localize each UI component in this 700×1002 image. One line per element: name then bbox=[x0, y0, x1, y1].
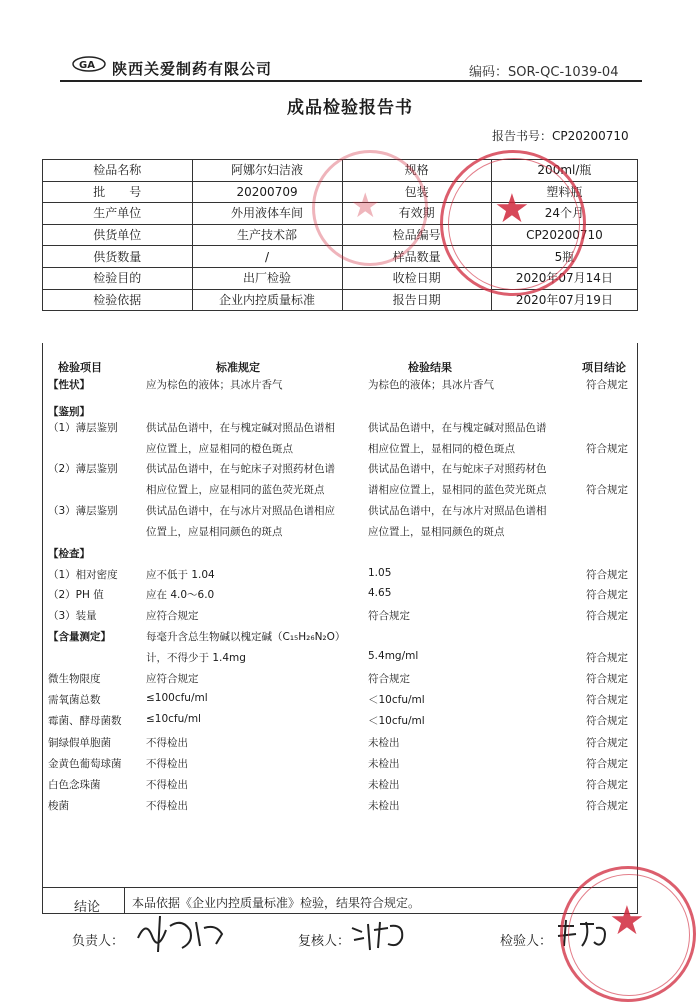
conclusion-cell: 符合规定 bbox=[586, 379, 628, 391]
conclusion-text: 本品依据《企业内控质量标准》检验，结果符合规定。 bbox=[132, 896, 421, 910]
col-header-conclusion: 项目结论 bbox=[582, 361, 626, 374]
result-text: 符合规定 bbox=[368, 610, 410, 622]
col-header-standard: 标准规定 bbox=[216, 361, 260, 374]
standard-text: 供试品色谱中，在与槐定碱对照品色谱相 bbox=[146, 422, 335, 434]
test-item: 白色念珠菌 bbox=[48, 779, 101, 791]
standard-text: 应为棕色的液体；具冰片香气 bbox=[146, 379, 283, 391]
responsible-signature bbox=[130, 908, 230, 958]
result-text: 供试品色谱中，在与槐定碱对照品色谱 bbox=[368, 422, 547, 434]
conclusion-cell: 符合规定 bbox=[586, 589, 628, 601]
conclusion-cell: 符合规定 bbox=[586, 694, 628, 706]
info-value: / bbox=[192, 246, 342, 268]
info-label: 批 号 bbox=[43, 181, 193, 203]
result-text: 应位置上，显相同颜色的斑点 bbox=[368, 526, 505, 538]
test-item: （3）薄层鉴别 bbox=[48, 505, 118, 517]
standard-text: 应在 4.0～6.0 bbox=[146, 589, 215, 601]
reviewer-label: 复核人： bbox=[298, 934, 351, 949]
info-value: 2020年07月19日 bbox=[491, 289, 637, 311]
standard-text: 相应位置上，应显相同的蓝色荧光斑点 bbox=[146, 484, 325, 496]
stamp-star-icon: ★ bbox=[609, 898, 645, 944]
standard-text: ≤100cfu/ml bbox=[146, 692, 208, 704]
conclusion-cell: 符合规定 bbox=[586, 715, 628, 727]
conclusion-label: 结论 bbox=[74, 900, 101, 915]
responsible-label: 负责人： bbox=[72, 934, 125, 949]
conclusion-column-divider bbox=[124, 887, 125, 913]
result-text: 符合规定 bbox=[368, 673, 410, 685]
result-row bbox=[42, 461, 638, 481]
header-rule bbox=[60, 80, 642, 82]
info-label: 收检日期 bbox=[342, 267, 491, 289]
info-row bbox=[43, 289, 638, 311]
info-value: 生产技术部 bbox=[192, 224, 342, 246]
test-item: 【检查】 bbox=[48, 548, 90, 560]
test-item: 梭菌 bbox=[48, 800, 69, 812]
info-value: 出厂检验 bbox=[192, 267, 342, 289]
test-item: 金黄色葡萄球菌 bbox=[48, 758, 122, 770]
svg-text:GA: GA bbox=[79, 60, 95, 71]
info-value: 塑料瓶 bbox=[491, 181, 637, 203]
test-item: （2）PH 值 bbox=[48, 589, 104, 601]
report-title: 成品检验报告书 bbox=[287, 98, 413, 118]
conclusion-cell: 符合规定 bbox=[586, 673, 628, 685]
result-text: 5.4mg/ml bbox=[368, 650, 419, 662]
company-logo bbox=[72, 56, 106, 72]
standard-text: 应不低于 1.04 bbox=[146, 569, 215, 581]
result-text: 为棕色的液体；具冰片香气 bbox=[368, 379, 494, 391]
standard-text: 不得检出 bbox=[146, 737, 188, 749]
info-label: 包装 bbox=[342, 181, 491, 203]
test-item: （2）薄层鉴别 bbox=[48, 463, 118, 475]
result-text: 未检出 bbox=[368, 758, 400, 770]
info-value: 阿娜尔妇洁液 bbox=[192, 160, 342, 182]
result-row bbox=[42, 546, 638, 566]
result-row bbox=[42, 524, 638, 544]
info-label: 规格 bbox=[342, 160, 491, 182]
result-row bbox=[42, 567, 638, 587]
conclusion-cell: 符合规定 bbox=[586, 569, 628, 581]
test-item: （1）相对密度 bbox=[48, 569, 118, 581]
test-item: 需氧菌总数 bbox=[48, 694, 101, 706]
info-value: 2020年07月14日 bbox=[491, 267, 637, 289]
col-header-result: 检验结果 bbox=[408, 361, 452, 374]
info-value: 200ml/瓶 bbox=[491, 160, 637, 182]
standard-text: 供试品色谱中，在与冰片对照品色谱相应 bbox=[146, 505, 335, 517]
result-row bbox=[42, 713, 638, 733]
inspector-label: 检验人： bbox=[500, 934, 553, 949]
result-text: 未检出 bbox=[368, 779, 400, 791]
info-label: 检品编号 bbox=[342, 224, 491, 246]
result-row bbox=[42, 377, 638, 397]
result-text: 未检出 bbox=[368, 737, 400, 749]
standard-text: 应符合规定 bbox=[146, 673, 199, 685]
result-row bbox=[42, 503, 638, 523]
test-item: 【性状】 bbox=[48, 379, 90, 391]
test-item: （1）薄层鉴别 bbox=[48, 422, 118, 434]
info-value: 企业内控质量标准 bbox=[192, 289, 342, 311]
info-value: 5瓶 bbox=[491, 246, 637, 268]
result-row bbox=[42, 692, 638, 712]
result-text: 供试品色谱中，在与冰片对照品色谱相 bbox=[368, 505, 547, 517]
test-item: 【鉴别】 bbox=[48, 406, 90, 418]
test-item: 铜绿假单胞菌 bbox=[48, 737, 111, 749]
conclusion-cell: 符合规定 bbox=[586, 758, 628, 770]
conclusion-cell: 符合规定 bbox=[586, 443, 628, 455]
conclusion-divider bbox=[42, 887, 638, 888]
stamp-star-icon: ★ bbox=[494, 186, 530, 232]
info-label: 检验目的 bbox=[43, 267, 193, 289]
test-item: 霉菌、酵母菌数 bbox=[48, 715, 122, 727]
info-label: 样品数量 bbox=[342, 246, 491, 268]
standard-text: 计，不得少于 1.4mg bbox=[146, 652, 246, 664]
info-label: 检品名称 bbox=[43, 160, 193, 182]
result-row bbox=[42, 608, 638, 628]
conclusion-cell: 符合规定 bbox=[586, 737, 628, 749]
standard-text: 不得检出 bbox=[146, 800, 188, 812]
result-row bbox=[42, 735, 638, 755]
result-row bbox=[42, 756, 638, 776]
result-text: 4.65 bbox=[368, 587, 392, 599]
col-header-item: 检验项目 bbox=[58, 361, 102, 374]
stamp-star-icon: ★ bbox=[350, 186, 381, 226]
reviewer-signature bbox=[348, 918, 410, 954]
result-row bbox=[42, 629, 638, 649]
info-value: 外用液体车间 bbox=[192, 203, 342, 225]
result-row bbox=[42, 482, 638, 502]
standard-text: ≤10cfu/ml bbox=[146, 713, 201, 725]
standard-text: 每毫升含总生物碱以槐定碱（C₁₅H₂₆N₂O） bbox=[146, 631, 346, 643]
test-item: 微生物限度 bbox=[48, 673, 101, 685]
standard-text: 供试品色谱中，在与蛇床子对照药材色谱 bbox=[146, 463, 335, 475]
report-number: 报告书号：CP20200710 bbox=[492, 129, 629, 143]
result-text: 未检出 bbox=[368, 800, 400, 812]
result-row bbox=[42, 587, 638, 607]
conclusion-cell: 符合规定 bbox=[586, 652, 628, 664]
standard-text: 应符合规定 bbox=[146, 610, 199, 622]
test-item: 【含量测定】 bbox=[48, 631, 111, 643]
conclusion-cell: 符合规定 bbox=[586, 779, 628, 791]
result-text: 谱相应位置上，显相同的蓝色荧光斑点 bbox=[368, 484, 547, 496]
result-row bbox=[42, 671, 638, 691]
standard-text: 不得检出 bbox=[146, 779, 188, 791]
info-value: 24个月 bbox=[491, 203, 637, 225]
test-item: （3）装量 bbox=[48, 610, 97, 622]
info-label: 有效期 bbox=[342, 203, 491, 225]
info-label: 检验依据 bbox=[43, 289, 193, 311]
result-row bbox=[42, 420, 638, 440]
document-code: 编码：SOR-QC-1039-04 bbox=[469, 65, 619, 80]
conclusion-cell: 符合规定 bbox=[586, 800, 628, 812]
result-row bbox=[42, 777, 638, 797]
result-text: 1.05 bbox=[368, 567, 392, 579]
conclusion-cell: 符合规定 bbox=[586, 610, 628, 622]
conclusion-cell: 符合规定 bbox=[586, 484, 628, 496]
company-name: 陕西关爱制药有限公司 bbox=[112, 60, 273, 78]
result-text: ＜10cfu/ml bbox=[368, 694, 425, 706]
standard-text: 应位置上，应显相同的橙色斑点 bbox=[146, 443, 293, 455]
standard-text: 位置上，应显相同颜色的斑点 bbox=[146, 526, 283, 538]
info-label: 供货单位 bbox=[43, 224, 193, 246]
info-label: 报告日期 bbox=[342, 289, 491, 311]
info-label: 供货数量 bbox=[43, 246, 193, 268]
result-row bbox=[42, 441, 638, 461]
result-text: ＜10cfu/ml bbox=[368, 715, 425, 727]
result-row bbox=[42, 798, 638, 818]
standard-text: 不得检出 bbox=[146, 758, 188, 770]
result-text: 供试品色谱中，在与蛇床子对照药材色 bbox=[368, 463, 547, 475]
result-row bbox=[42, 650, 638, 670]
info-label: 生产单位 bbox=[43, 203, 193, 225]
result-text: 相应位置上，显相同的橙色斑点 bbox=[368, 443, 515, 455]
info-value: CP20200710 bbox=[491, 224, 637, 246]
info-value: 20200709 bbox=[192, 181, 342, 203]
